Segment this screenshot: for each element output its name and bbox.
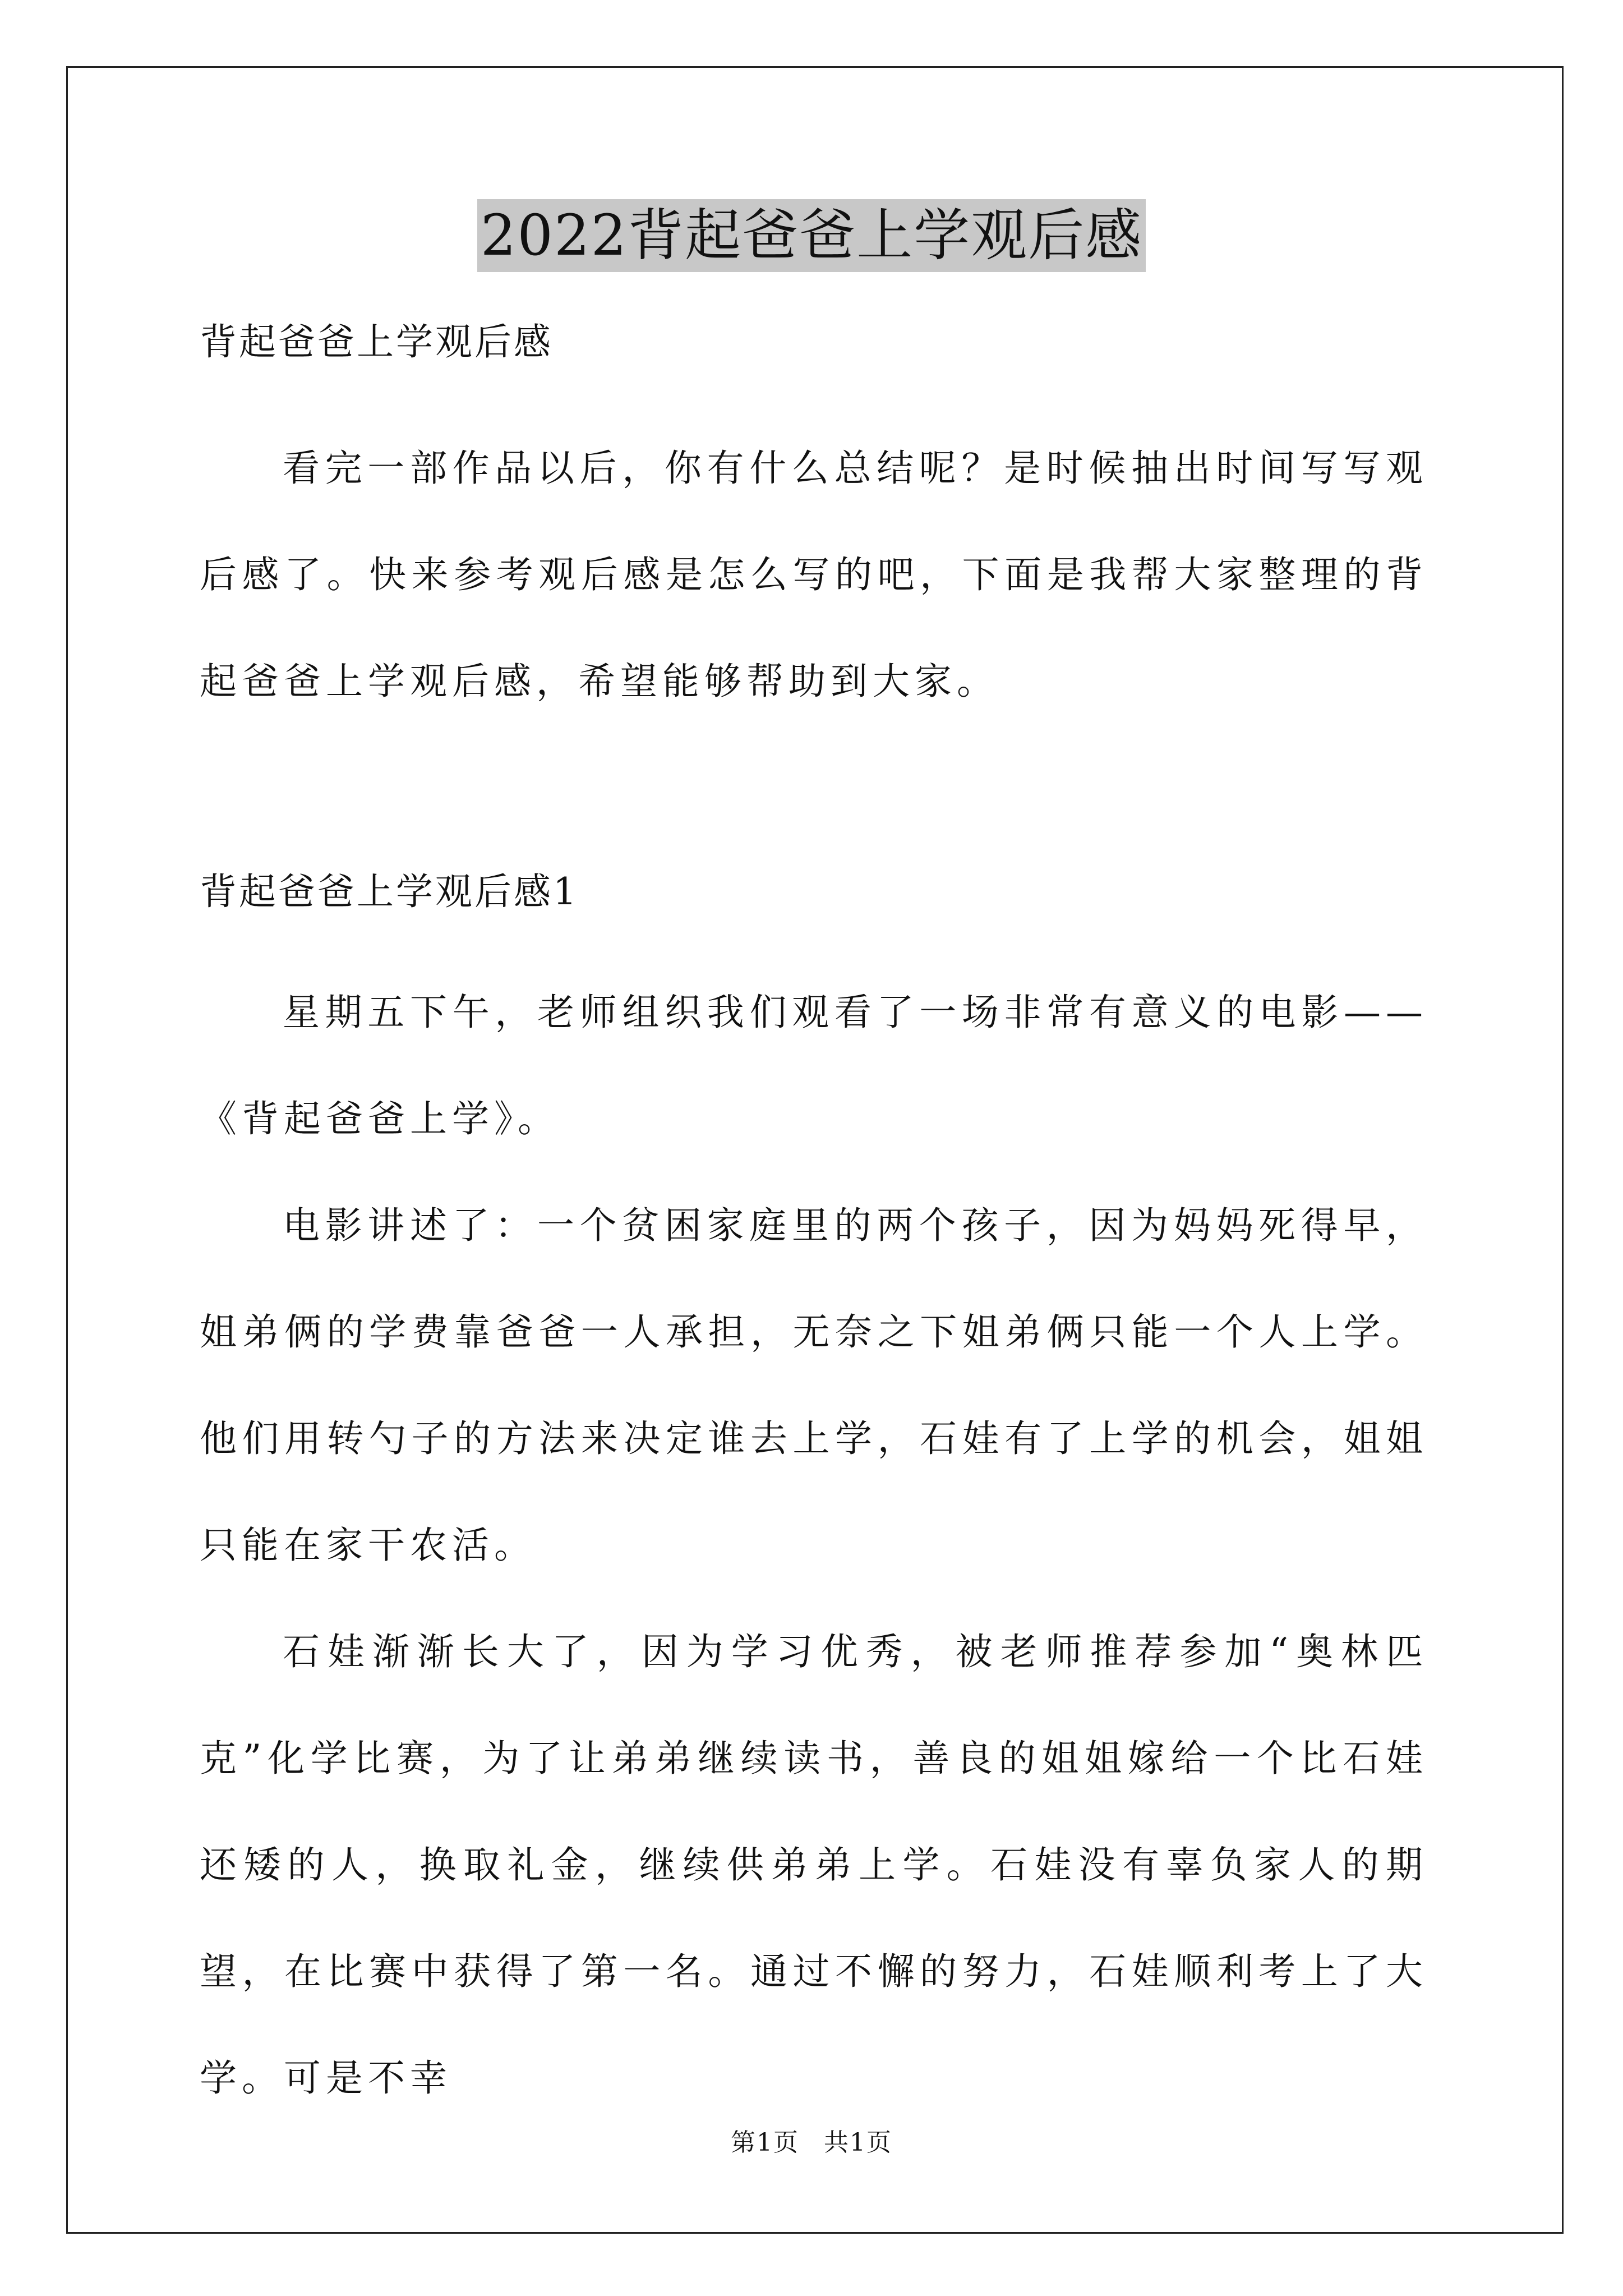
body-paragraph: 星期五下午，老师组织我们观看了一场非常有意义的电影——《背起爸爸上学》。 <box>200 991 1428 1140</box>
document-body <box>200 314 1428 2132</box>
page-number: 第1页 <box>731 2128 799 2157</box>
intro-paragraph: 看完一部作品以后，你有什么总结呢？是时候抽出时间写写观后感了。快来参考观后感是怎么写的吧，下面是我帮大家整理的背起爸爸上学观后感，希望能够帮助到大家。 <box>200 447 1428 703</box>
document-subtitle: 背起爸爸上学观后感 <box>200 320 553 364</box>
document-title: 2022背起爸爸上学观后感 <box>477 199 1146 272</box>
body-paragraph: 石娃渐渐长大了，因为学习优秀，被老师推荐参加“奥林匹克”化学比赛，为了让弟弟继续读书，善良的姐姐嫁给一个比石娃还矮的人，换取礼金，继续供弟弟上学。石娃没有辜负家人的期望，在比赛中获得了第一名。通过不懈的努力，石娃顺利考上了大学。可是不幸 <box>200 1630 1428 2100</box>
page-total: 共1页 <box>824 2128 892 2157</box>
body-paragraph: 电影讲述了：一个贫困家庭里的两个孩子，因为妈妈死得早，姐弟俩的学费靠爸爸一人承担，无奈之下姐弟俩只能一个人上学。他们用转勺子的方法来决定谁去上学，石娃有了上学的机会，姐姐只能在家干农活。 <box>200 1204 1428 1567</box>
section-heading: 背起爸爸上学观后感1 <box>200 870 579 913</box>
spacer <box>200 735 1428 864</box>
title-container <box>0 199 1623 272</box>
spacer <box>200 920 1428 959</box>
spacer <box>200 370 1428 415</box>
page-footer <box>0 2126 1623 2160</box>
